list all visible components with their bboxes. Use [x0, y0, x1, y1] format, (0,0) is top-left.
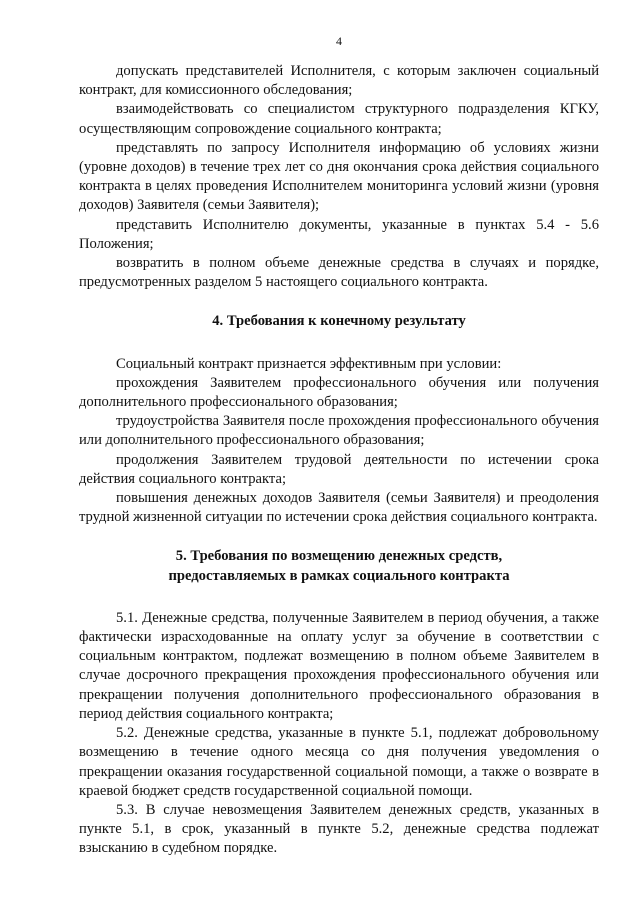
section-5-heading-line-1: 5. Требования по возмещению денежных средств, — [175, 548, 503, 565]
obligation-paragraph: возвратить в полном объеме денежные средства в случаях и порядке, предусмотренных разделом 5 настоящего социального контракта. — [79, 255, 599, 291]
section-4-paragraph: трудоустройства Заявителя после прохождения профессионального обучения или дополнительного профессионального образования; — [79, 413, 599, 449]
section-4-heading: 4. Требования к конечному результату — [212, 313, 466, 330]
obligation-paragraph: представить Исполнителю документы, указанные в пунктах 5.4 - 5.6 Положения; — [79, 216, 599, 252]
obligation-paragraph: взаимодействовать со специалистом структурного подразделения КГКУ, осуществляющим сопровождение социального контракта; — [79, 101, 599, 137]
obligation-paragraph: допускать представителей Исполнителя, с которым заключен социальный контракт, для комиссионного обследования; — [79, 63, 599, 99]
section-4-paragraph: повышения денежных доходов Заявителя (семьи Заявителя) и преодоления трудной жизненной ситуации по истечении срока действия социального контракта. — [79, 490, 599, 526]
section-5-paragraph: 5.3. В случае невозмещения Заявителем денежных средств, указанных в пункте 5.1, в срок, указанный в пункте 5.2, денежные средства подлежат взысканию в судебном порядке. — [79, 801, 599, 857]
section-5-heading-line-2: предоставляемых в рамках социального контракта — [168, 567, 510, 584]
section-4-paragraph: прохождения Заявителем профессионального обучения или получения дополнительного профессионального образования; — [79, 374, 599, 411]
section-4-paragraph: продолжения Заявителем трудовой деятельности по истечении срока действия социального контракта; — [79, 451, 599, 487]
page-number: 4 — [336, 34, 342, 48]
section-4-paragraph: Социальный контракт признается эффективным при условии: — [116, 355, 502, 372]
section-5-paragraph: 5.2. Денежные средства, указанные в пункте 5.1, подлежат добровольному возмещению в течение одного месяца со дня получения уведомления о прекращении оказания государственной социальной помощи, а также о возврате в краевой бюджет средств государственной социальной помощи. — [79, 725, 599, 799]
section-5-paragraph: 5.1. Денежные средства, полученные Заявителем в период обучения, а также фактически израсходованные на оплату услуг за обучение в соответствии с социальным контрактом, подлежат возмещению в полном объеме Заявителем в случае досрочного прекращения прохождения профессионального обучения или прекращении получения дополнительного профессионального образования в период действия социального контракта; — [79, 609, 599, 722]
document-page — [79, 34, 599, 859]
obligation-paragraph: представлять по запросу Исполнителя информацию об условиях жизни (уровне доходов) в течение трех лет со дня окончания срока действия социального контракта в целях проведения Исполнителем мониторинга условий жизни (уровня доходов) Заявителя (семьи Заявителя); — [79, 139, 599, 214]
